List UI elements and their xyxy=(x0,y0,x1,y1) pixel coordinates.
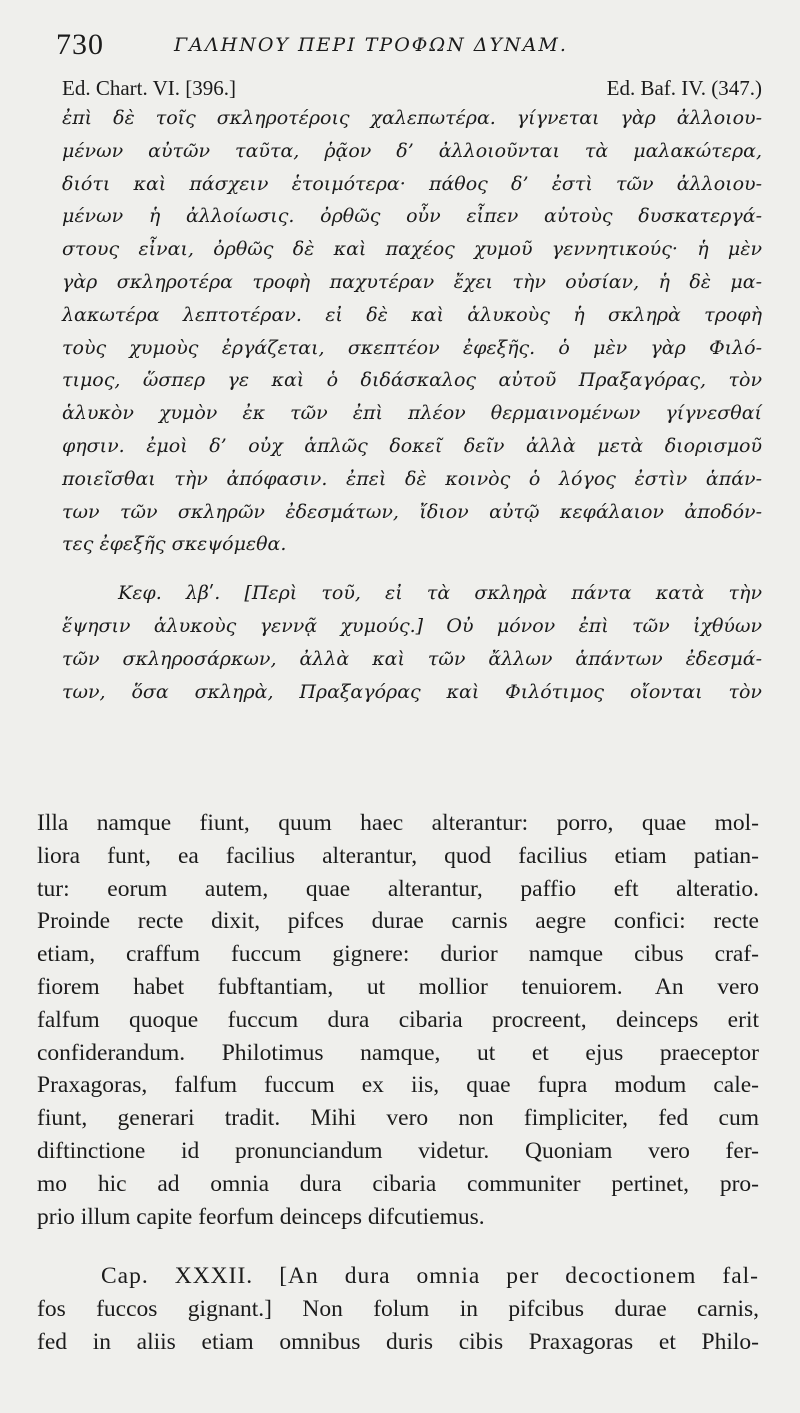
latin-line: etiam, craffum fuccum gignere: durior namque cibus craf- xyxy=(37,941,759,968)
latin-line: diftinctione id pronunciandum videtur. Quoniam vero fer- xyxy=(37,1137,759,1164)
edition-references xyxy=(62,76,762,104)
latin-line: Illa namque fiunt, quum haec alterantur: porro, quae mol- xyxy=(37,810,759,836)
page-header xyxy=(56,28,760,64)
greek-line: λακωτέρα λεπτοτέραν. εἰ δὲ καὶ ἁλυκοὺς ἡ σκληρὰ τροφὴ xyxy=(62,303,762,326)
greek-line: γὰρ σκληροτέρα τροφὴ παχυτέραν ἔχει τὴν οὐσίαν, ἡ δὲ μα- xyxy=(62,270,762,293)
greek-line: τοὺς χυμοὺς ἐργάζεται, σκεπτέον ἐφεξῆς. ὁ μὲν γὰρ Φιλό- xyxy=(62,336,762,359)
greek-line: τες ἐφεξῆς σκεψόμεθα. xyxy=(62,533,287,556)
greek-chapter-heading: Κεφ. λβʹ. [Περὶ τοῦ, εἰ τὰ σκληρὰ πάντα κατὰ τὴν xyxy=(118,582,762,605)
greek-line: τῶν σκληροσάρκων, ἀλλὰ καὶ τῶν ἄλλων ἁπάντων ἐδεσμά- xyxy=(62,647,762,670)
greek-line: ἕψησιν ἁλυκοὺς γεννᾷ χυμούς.] Οὐ μόνον ἐπὶ τῶν ἰχθύων xyxy=(62,614,762,637)
running-title: ΓΑΛΗΝΟΥ ΠΕΡΙ ΤΡΟΦΩΝ ΔΥΝΑΜ. xyxy=(174,34,568,56)
latin-line: fiorem habet fubftantiam, ut mollior tenuiorem. An vero xyxy=(37,973,759,1000)
edition-chart-ref: Ed. Chart. VI. [396.] xyxy=(62,76,236,100)
latin-line: fiunt, generari tradit. Mihi vero non fimpliciter, fed cum xyxy=(37,1105,759,1132)
latin-line: tur: eorum autem, quae alterantur, paffio eft alteratio. xyxy=(37,875,759,902)
greek-line: μένων ἡ ἀλλοίωσις. ὀρθῶς οὖν εἶπεν αὐτοὺς δυσκατεργά- xyxy=(62,205,762,228)
latin-line: falfum quoque fuccum dura cibaria procreent, deinceps erit xyxy=(37,1006,759,1033)
latin-chapter-heading: Cap. XXXII. [An dura omnia per decoctionem fal- xyxy=(101,1263,759,1290)
greek-line: ἐπὶ δὲ τοῖς σκληροτέροις χαλεπωτέρα. γίγνεται γὰρ ἀλλοιου- xyxy=(62,107,762,129)
latin-line: Praxagoras, falfum fuccum ex iis, quae fupra modum cale- xyxy=(37,1072,759,1099)
greek-line: μένων αὐτῶν ταῦτα, ῥᾷον δ’ ἀλλοιοῦνται τὰ μαλακώτερα, xyxy=(62,139,762,162)
greek-line: φησιν. ἐμοὶ δ’ οὐχ ἁπλῶς δοκεῖ δεῖν ἀλλὰ μετὰ διορισμοῦ xyxy=(62,434,762,457)
latin-line: Proinde recte dixit, pifces durae carnis aegre confici: recte xyxy=(37,908,759,935)
latin-line: confiderandum. Philotimus namque, ut et ejus praeceptor xyxy=(37,1039,759,1066)
greek-text xyxy=(62,102,762,708)
column-separator xyxy=(40,748,760,788)
greek-line: ποιεῖσθαι τὴν ἀπόφασιν. ἐπεὶ δὲ κοινὸς ὁ λόγος ἐστὶν ἁπάν- xyxy=(62,467,762,490)
greek-line: στους εἶναι, ὀρθῶς δὲ καὶ παχέος χυμοῦ γεννητικούς· ἡ μὲν xyxy=(62,238,762,261)
latin-line: fos fuccos gignant.] Non folum in pifcibus durae carnis, xyxy=(37,1296,759,1323)
greek-line: των, ὅσα σκληρὰ, Πραξαγόρας καὶ Φιλότιμος οἴονται τὸν xyxy=(62,680,762,703)
page-number: 730 xyxy=(56,28,104,61)
latin-line: fed in aliis etiam omnibus duris cibis Praxagoras et Philo- xyxy=(37,1328,759,1355)
greek-line: ἁλυκὸν χυμὸν ἐκ τῶν ἐπὶ πλέον θερμαινομένων γίγνεσθαί xyxy=(62,402,762,425)
latin-line: liora funt, ea facilius alterantur, quod facilius etiam patian- xyxy=(37,842,759,869)
greek-line: τιμος, ὥσπερ γε καὶ ὁ διδάσκαλος αὐτοῦ Πραξαγόρας, τὸν xyxy=(62,369,762,392)
latin-line: mo hic ad omnia dura cibaria communiter pertinet, pro- xyxy=(37,1170,759,1197)
edition-basel-ref: Ed. Baf. IV. (347.) xyxy=(606,76,762,100)
greek-line: διότι καὶ πάσχειν ἑτοιμότερα· πάθος δ’ ἐστὶ τῶν ἀλλοιου- xyxy=(62,172,762,195)
latin-text xyxy=(37,807,759,1359)
greek-line: των τῶν σκληρῶν ἐδεσμάτων, ἴδιον αὐτῷ κεφάλαιον ἀποδόν- xyxy=(62,500,762,523)
latin-line: prio illum capite feorfum deinceps difcutiemus. xyxy=(37,1203,485,1230)
